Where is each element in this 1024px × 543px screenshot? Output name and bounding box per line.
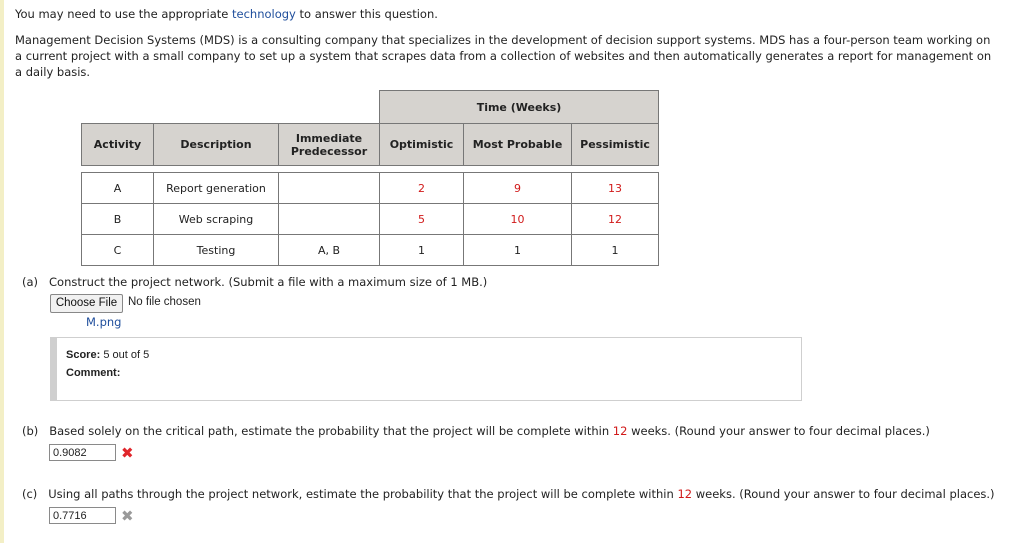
incorrect-x-icon: ✖ [121,444,134,462]
part-a-text: Construct the project network. (Submit a file with a maximum size of 1 MB.) [49,275,488,289]
part-a-question [22,275,487,289]
description-cell: Web scraping [154,204,279,235]
part-c-text-post: weeks. (Round your answer to four decimal places.) [692,487,995,501]
table-row [82,204,659,235]
part-b-weeks: 12 [612,424,628,438]
predecessor-cell [279,204,380,235]
score-value: 5 out of 5 [103,349,150,361]
part-b-text-pre: Based solely on the critical path, estimate the probability that the project will be complete within [49,424,613,438]
description-cell: Report generation [154,173,279,204]
predecessor-cell [279,173,380,204]
time-weeks-header: Time (Weeks) [380,91,659,124]
technology-link[interactable]: technology [232,7,296,21]
score-panel-accent [51,338,57,400]
part-c-text-pre: Using all paths through the project network, estimate the probability that the project will be complete within [48,487,678,501]
part-c-question [22,487,995,501]
header-pessimistic: Pessimistic [572,124,659,166]
header-optimistic: Optimistic [380,124,464,166]
most-probable-cell: 10 [464,204,572,235]
score-line [66,349,149,361]
most-probable-cell: 1 [464,235,572,266]
uploaded-file-link[interactable]: M.png [86,315,122,329]
part-c-label: (c) [22,487,38,501]
activity-cell: B [82,204,154,235]
optimistic-cell: 5 [380,204,464,235]
header-description: Description [154,124,279,166]
intro-post: to answer this question. [295,7,438,21]
comment-label: Comment: [66,367,121,379]
header-most-probable: Most Probable [464,124,572,166]
predecessor-cell: A, B [279,235,380,266]
optimistic-cell: 1 [380,235,464,266]
part-a-label: (a) [22,275,39,289]
table-row [82,173,659,204]
description-cell: Testing [154,235,279,266]
header-activity: Activity [82,124,154,166]
part-c-weeks: 12 [677,487,693,501]
optimistic-cell: 2 [380,173,464,204]
pessimistic-cell: 13 [572,173,659,204]
header-predecessor: Immediate Predecessor [279,124,380,166]
score-label: Score: [66,349,101,361]
intro-line [15,7,438,21]
no-file-chosen-text: No file chosen [128,296,201,308]
activity-cell: A [82,173,154,204]
pessimistic-cell: 12 [572,204,659,235]
part-b-question [22,424,930,438]
part-b-answer-input[interactable]: 0.9082 [49,444,116,461]
pessimistic-cell: 1 [572,235,659,266]
activity-cell: C [82,235,154,266]
activity-table [81,90,659,266]
choose-file-button[interactable]: Choose File [50,294,123,313]
problem-text: Management Decision Systems (MDS) is a consulting company that specializes in the development of decision support systems. MDS has a four-person team working on a current project with a small company to set up a system that scrapes data from a collection of websites and then automatically generates a report for management on a daily basis. [15,33,992,79]
table-row [82,235,659,266]
most-probable-cell: 9 [464,173,572,204]
part-c-answer-input[interactable]: 0.7716 [49,507,116,524]
part-b-text-post: weeks. (Round your answer to four decimal places.) [627,424,930,438]
part-b-label: (b) [22,424,39,438]
left-accent-bar [0,0,4,543]
score-panel [50,337,802,401]
intro-pre: You may need to use the appropriate [15,7,232,21]
incorrect-x-icon: ✖ [121,507,134,525]
